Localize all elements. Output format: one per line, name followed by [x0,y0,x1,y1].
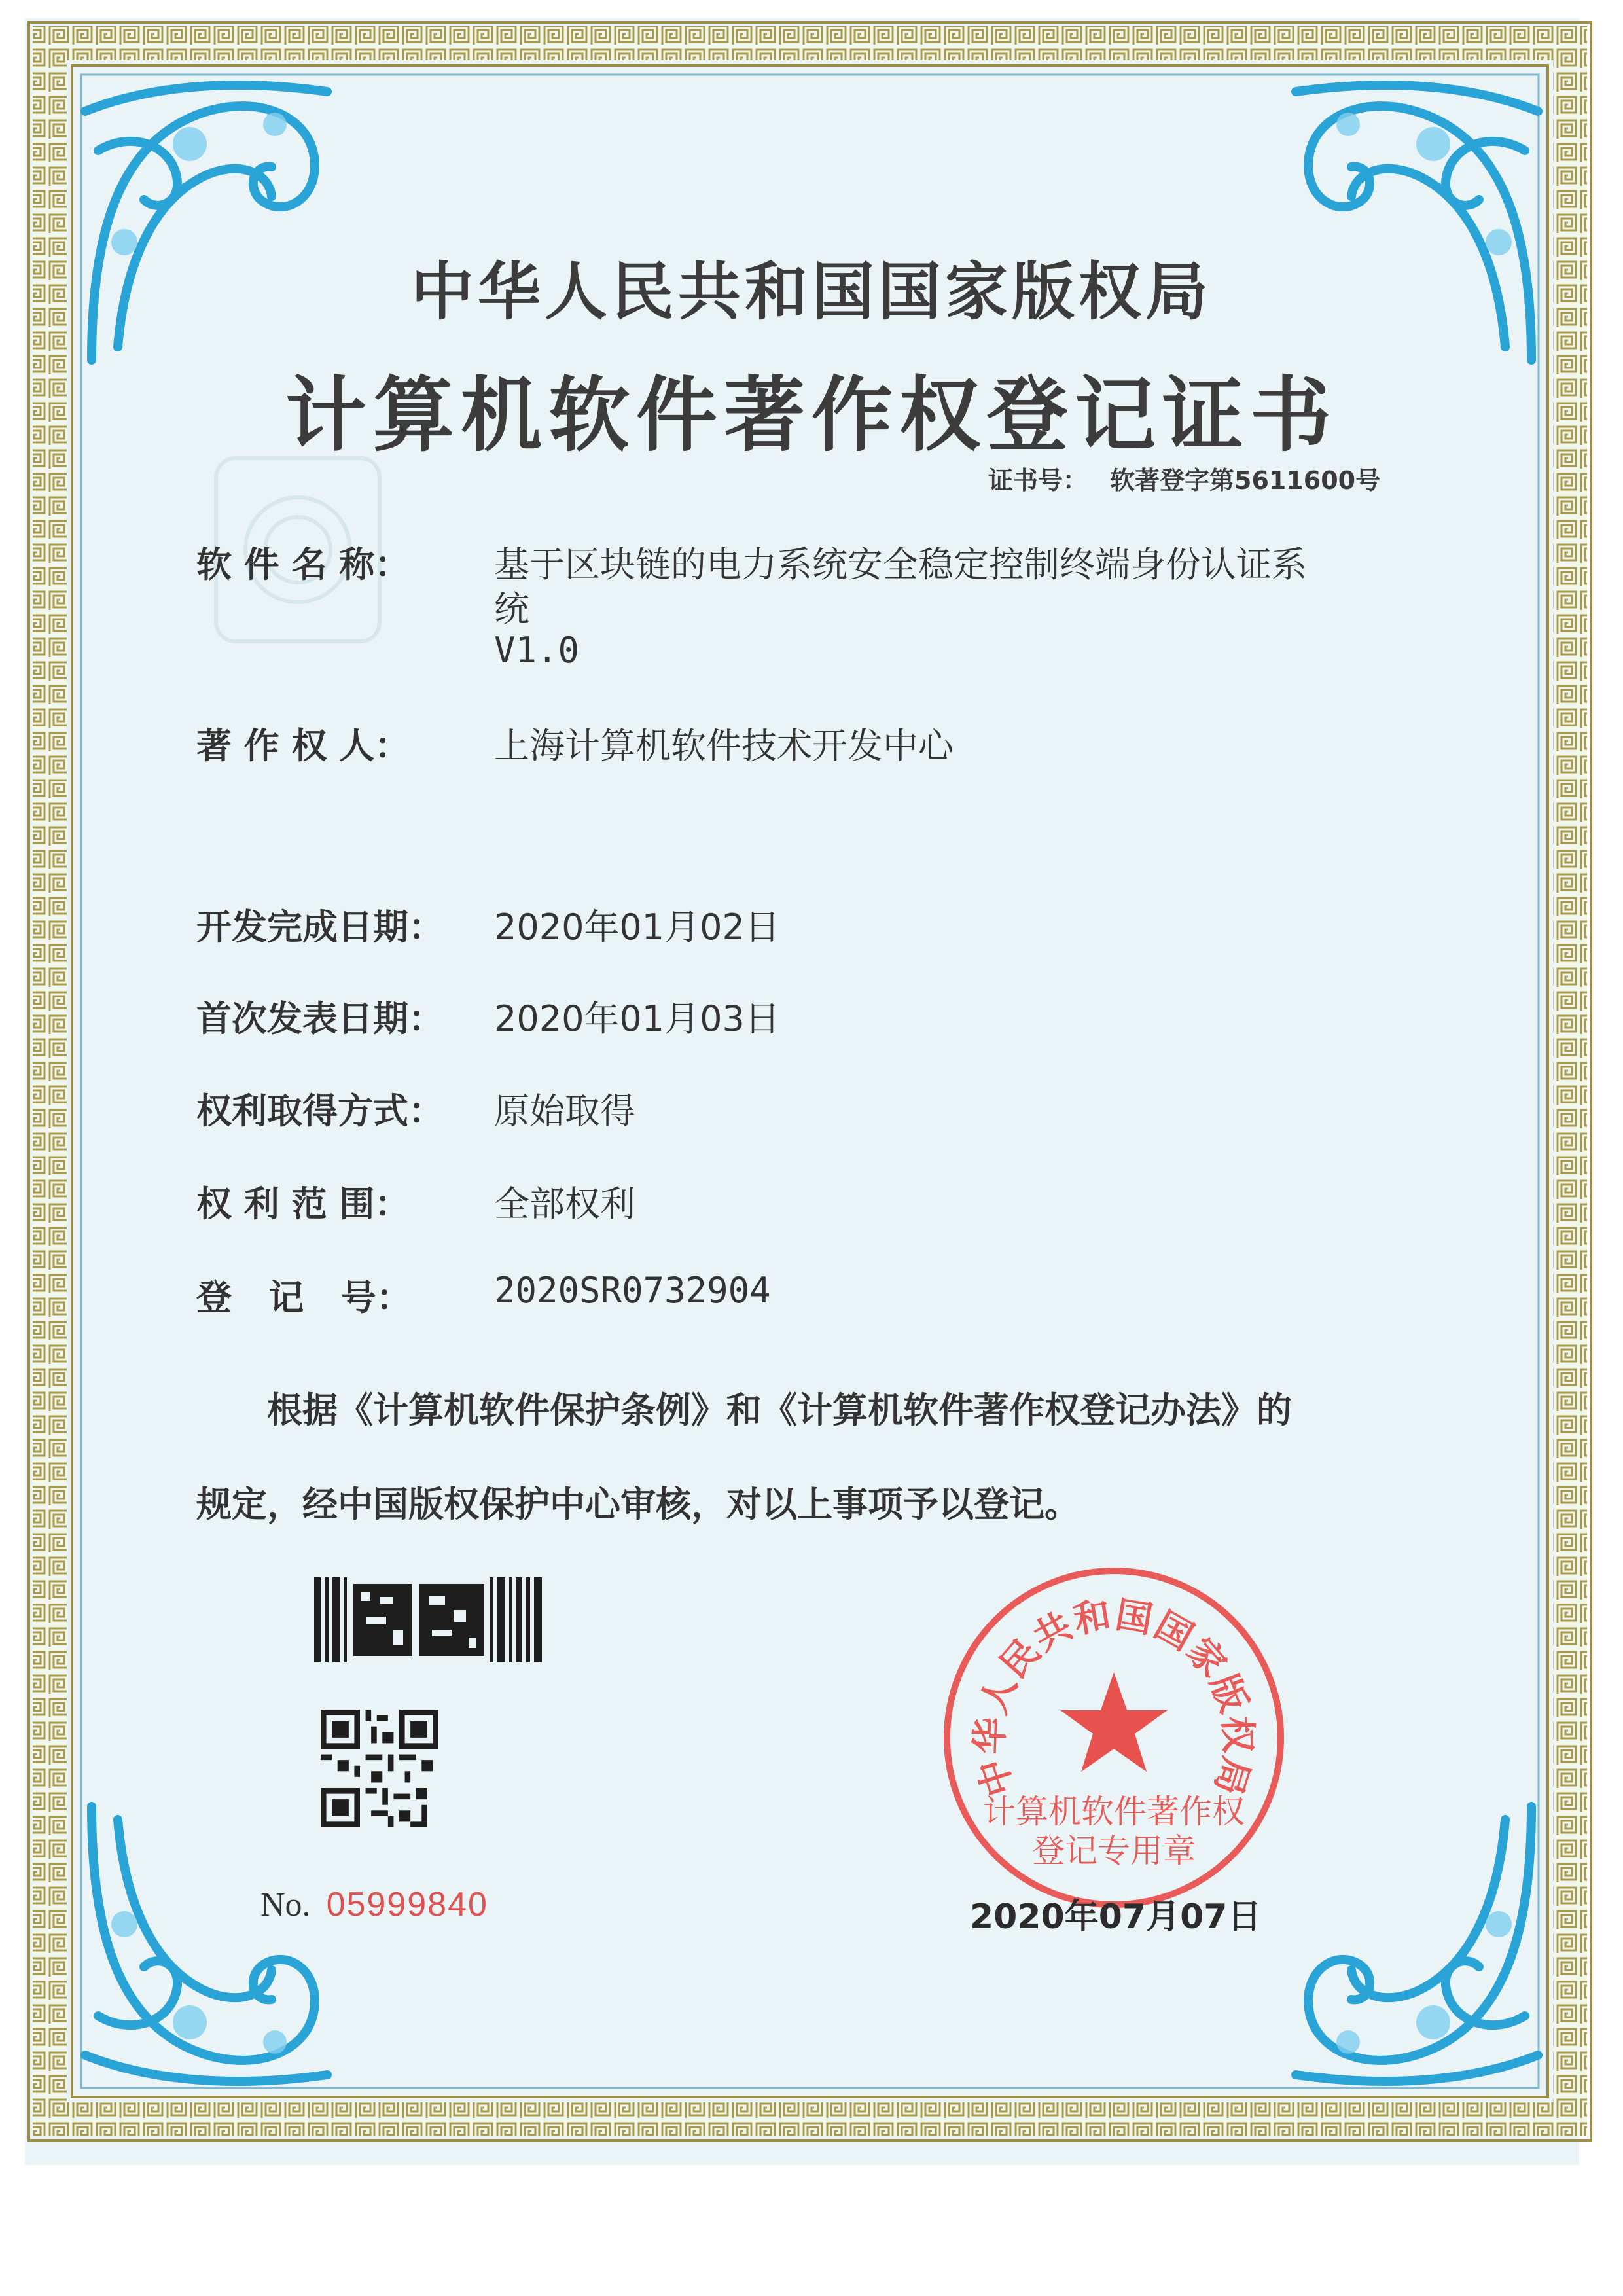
copyright-holder-label: 著 作 权 人： [196,725,410,766]
acquisition-method-value: 原始取得 [494,1090,635,1132]
software-name-value-line1: 基于区块链的电力系统安全稳定控制终端身份认证系 [494,544,1307,585]
seal-inner-line2: 登记专用章 [1032,1832,1196,1870]
official-seal [937,1561,1291,1914]
registration-number-label: 登 记 号： [196,1277,412,1318]
statement-line1: 根据《计算机软件保护条例》和《计算机软件著作权登记办法》的 [267,1390,1292,1431]
issuer-title: 中华人民共和国国家版权局 [411,255,1212,329]
corner-ornament-bottom-left-icon [79,1793,340,2094]
registration-number-value: 2020SR0732904 [494,1270,771,1311]
seal-star-icon [1060,1672,1168,1772]
software-name-label: 软 件 名 称： [196,544,410,585]
seal-outer-text: 中华人民共和国国家版权局 [969,1593,1259,1802]
software-name-value-line2: 统 [494,588,529,630]
seal-inner-line1: 计算机软件著作权 [983,1793,1245,1831]
first-publication-date-value: 2020年01月03日 [494,998,780,1039]
issue-date: 2020年07月07日 [970,1897,1262,1937]
certificate-number-label: 证书号： [988,466,1088,495]
corner-ornament-bottom-right-icon [1283,1793,1544,2094]
serial-number [260,1885,488,1924]
rights-scope-label: 权 利 范 围： [196,1183,410,1225]
statement-line2: 规定，经中国版权保护中心审核，对以上事项予以登记。 [196,1484,1080,1525]
completion-date-label: 开发完成日期： [196,906,444,948]
barcode-icon [314,1577,543,1662]
copyright-holder-value: 上海计算机软件技术开发中心 [494,725,954,766]
serial-number-value: 05999840 [326,1886,488,1924]
qr-code-icon [321,1710,438,1827]
rights-scope-value: 全部权利 [494,1183,635,1225]
completion-date-value: 2020年01月02日 [494,906,780,948]
certificate-number [988,460,1380,496]
acquisition-method-label: 权利取得方式： [196,1090,444,1132]
first-publication-date-label: 首次发表日期： [196,998,444,1039]
serial-number-prefix: No. [260,1886,311,1924]
certificate-number-value: 软著登字第5611600号 [1110,466,1381,495]
certificate-title: 计算机软件著作权登记证书 [285,368,1338,463]
software-version: V1.0 [494,630,580,671]
